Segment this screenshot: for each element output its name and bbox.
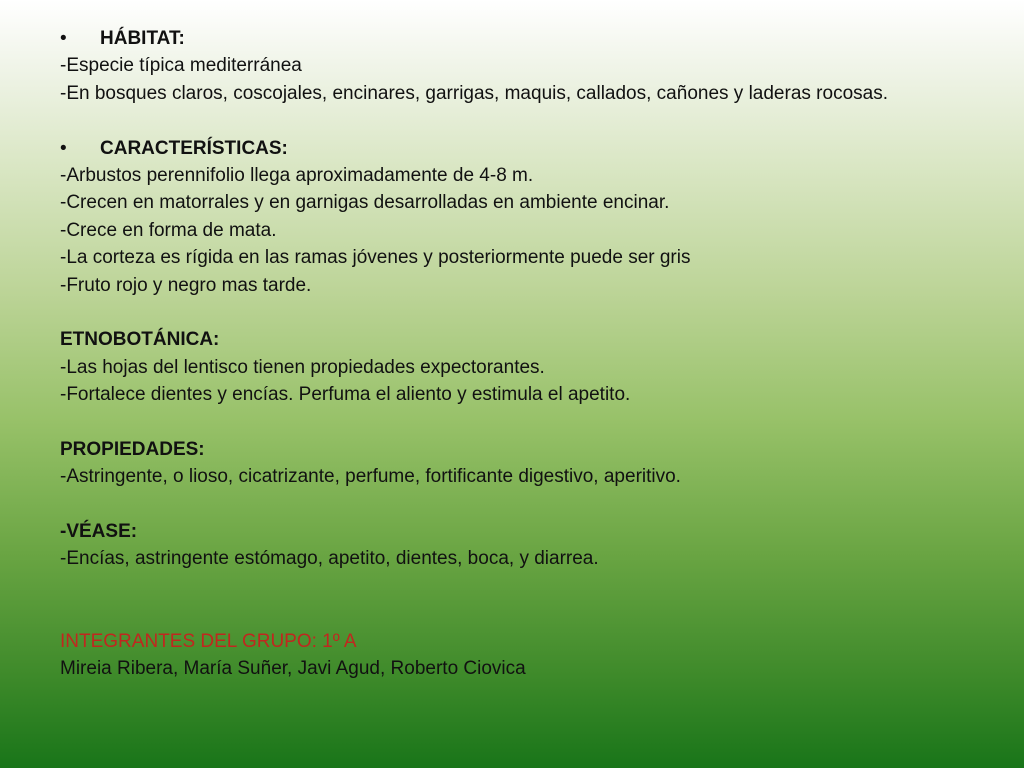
vease-line: -Encías, astringente estómago, apetito, dientes, boca, y diarrea. <box>60 548 599 570</box>
spacer <box>60 573 1000 600</box>
habitat-heading-text: HÁBITAT: <box>100 28 185 49</box>
caracteristicas-heading-text: CARACTERÍSTICAS: <box>100 137 288 159</box>
propiedades-line: -Astringente, o lioso, cicatrizante, perfume, fortificante digestivo, aperitivo. <box>60 466 681 488</box>
habitat-heading <box>60 25 1000 52</box>
caracteristicas-line: -Fruto rojo y negro mas tarde. <box>60 274 312 296</box>
caracteristicas-section <box>60 135 1000 299</box>
vease-section <box>60 518 1000 573</box>
vease-heading: -VÉASE: <box>60 521 138 543</box>
spacer <box>60 107 1000 134</box>
etnobotanica-line: -Fortalece dientes y encías. Perfuma el aliento y estimula el apetito. <box>60 384 631 406</box>
caracteristicas-line: -Crece en forma de mata. <box>60 219 277 241</box>
etnobotanica-section <box>60 326 1000 408</box>
caracteristicas-heading <box>60 135 1000 162</box>
propiedades-heading: PROPIEDADES: <box>60 438 205 460</box>
bullet-icon: • <box>60 137 67 159</box>
propiedades-section <box>60 436 1000 491</box>
integrantes-heading: INTEGRANTES DEL GRUPO: 1º A <box>60 630 357 652</box>
slide-content <box>60 25 1000 682</box>
habitat-line: -En bosques claros, coscojales, encinares, garrigas, maquis, callados, cañones y laderas rocosas. <box>60 82 888 104</box>
spacer <box>60 408 1000 435</box>
habitat-section <box>60 25 1000 107</box>
habitat-line: -Especie típica mediterránea <box>60 55 302 77</box>
integrantes-names: Mireia Ribera, María Suñer, Javi Agud, Roberto Ciovica <box>60 657 526 679</box>
etnobotanica-heading: ETNOBOTÁNICA: <box>60 329 220 351</box>
spacer <box>60 299 1000 326</box>
integrantes-section <box>60 628 1000 683</box>
caracteristicas-line: -Crecen en matorrales y en garnigas desarrolladas en ambiente encinar. <box>60 192 670 214</box>
spacer <box>60 600 1000 627</box>
etnobotanica-line: -Las hojas del lentisco tienen propiedades expectorantes. <box>60 356 545 378</box>
spacer <box>60 491 1000 518</box>
bullet-icon: • <box>60 28 67 49</box>
caracteristicas-line: -Arbustos perennifolio llega aproximadamente de 4-8 m. <box>60 164 534 186</box>
caracteristicas-line: -La corteza es rígida en las ramas jóvenes y posteriormente puede ser gris <box>60 247 691 269</box>
